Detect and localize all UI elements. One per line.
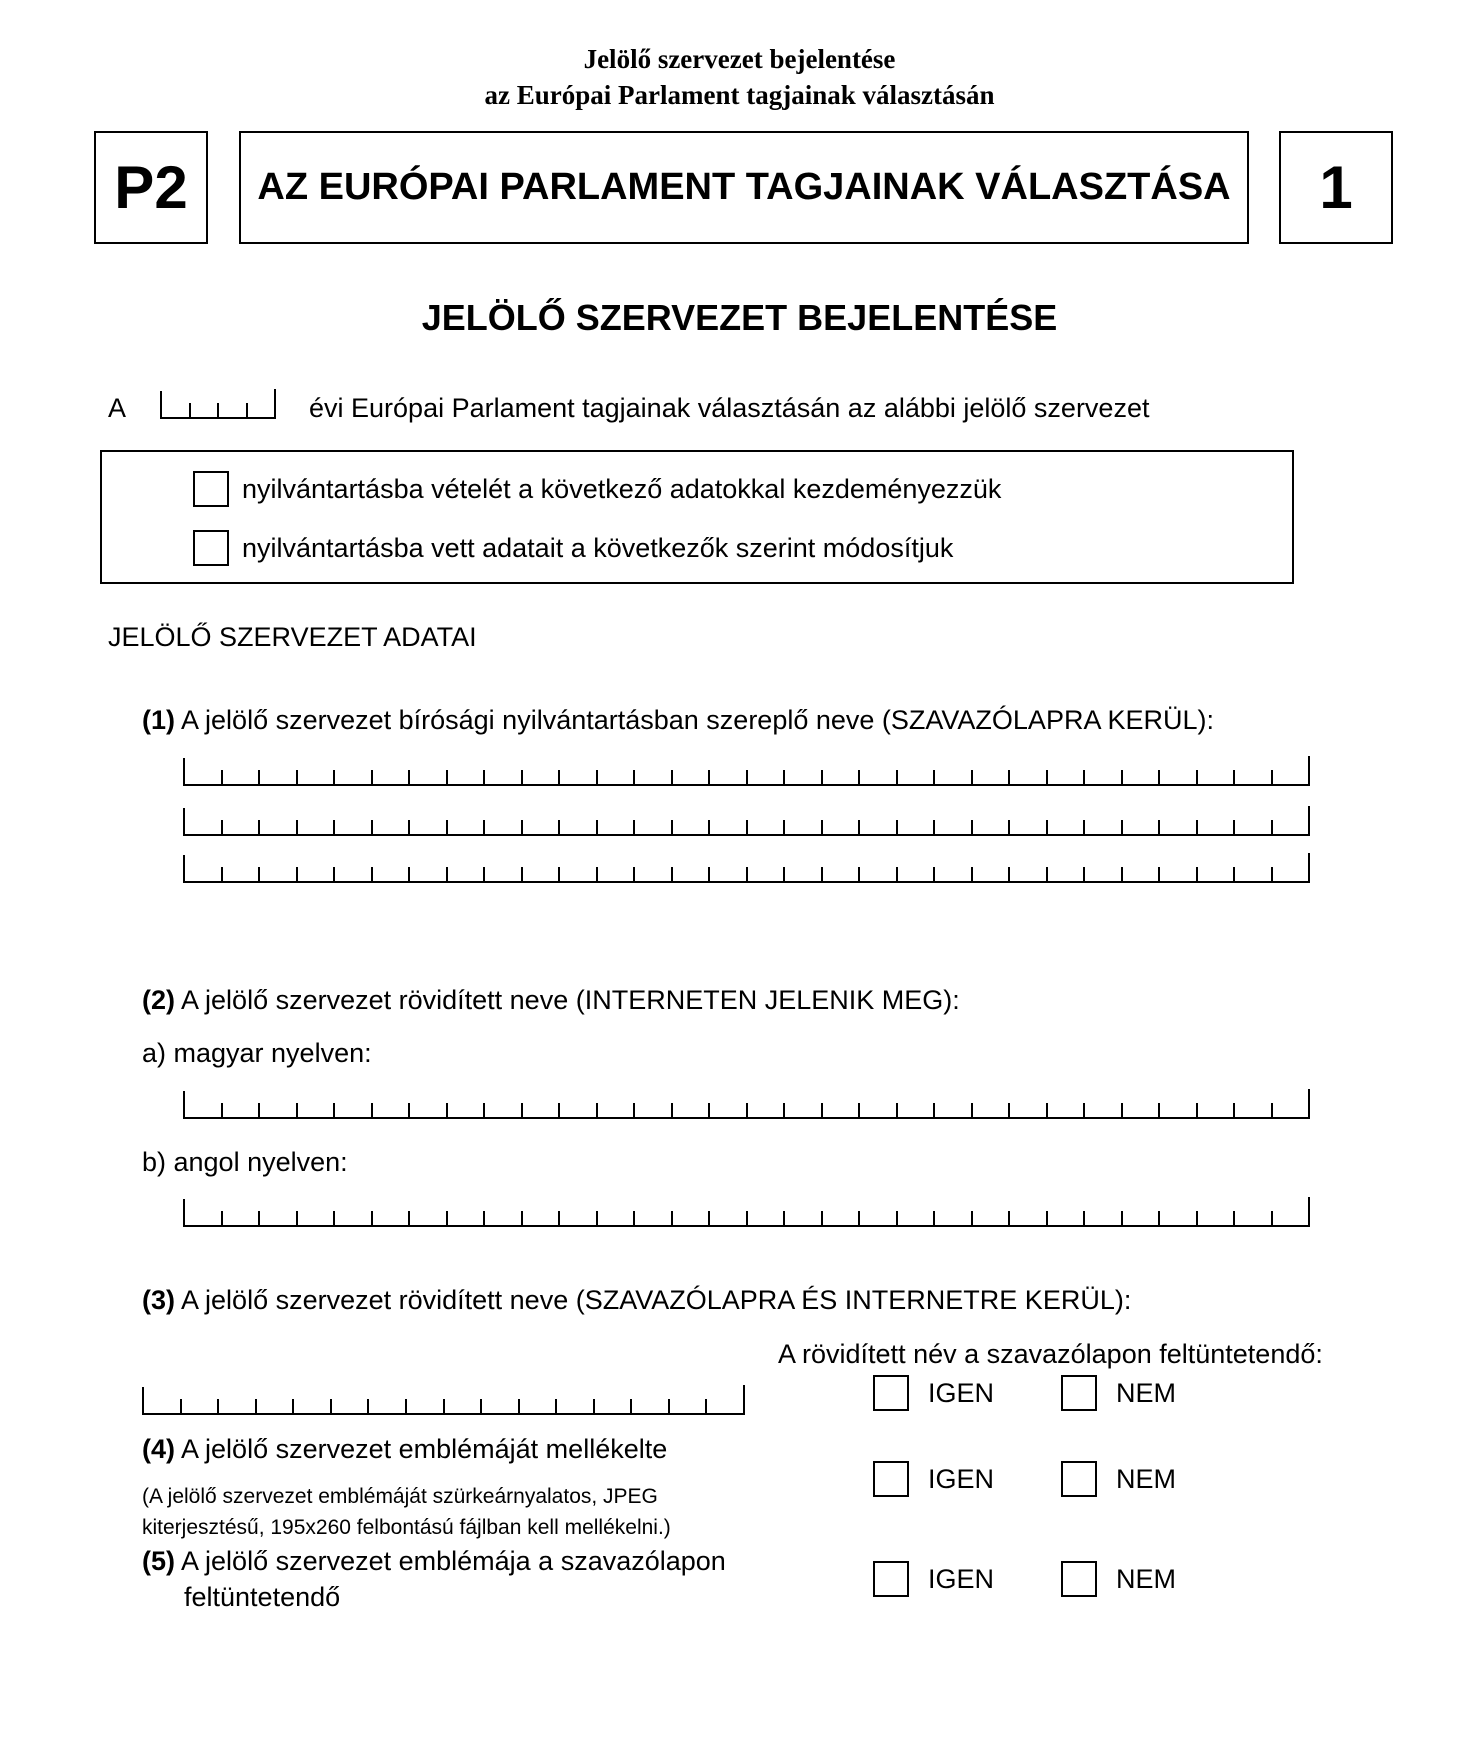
q3-text: A jelölő szervezet rövidített neve (SZAVAZÓLAPRA ÉS INTERNETRE KERÜL):: [181, 1285, 1132, 1315]
char-cell: [335, 867, 373, 881]
char-cell: [748, 1103, 786, 1117]
q1-label: [142, 705, 1214, 736]
char-cell: [748, 770, 786, 784]
option-modify-checkbox[interactable]: [193, 530, 229, 566]
char-cell: [748, 867, 786, 881]
q2b-label: b) angol nyelven:: [142, 1147, 348, 1177]
char-cell: [823, 770, 861, 784]
char-cell: [673, 820, 711, 834]
char-cell: [1235, 1103, 1273, 1117]
char-cell: [185, 1211, 223, 1225]
q3-no-checkbox[interactable]: [1061, 1375, 1097, 1411]
q4-no-checkbox[interactable]: [1061, 1461, 1097, 1497]
char-cell: [823, 867, 861, 881]
char-cell: [560, 867, 598, 881]
char-cell: [223, 1211, 261, 1225]
char-cell: [935, 867, 973, 881]
char-cell: [860, 820, 898, 834]
char-cell: [557, 1399, 595, 1413]
char-cell: [785, 1103, 823, 1117]
char-cell: [1235, 867, 1273, 881]
char-cell: [1273, 806, 1311, 834]
char-cell: [1123, 1211, 1161, 1225]
char-cell: [1235, 770, 1273, 784]
char-cell: [1010, 820, 1048, 834]
q5-yes-checkbox[interactable]: [873, 1561, 909, 1597]
q5-yes-label: IGEN: [928, 1564, 995, 1594]
char-cell: [860, 770, 898, 784]
char-cell: [560, 1211, 598, 1225]
q4-label: [142, 1434, 667, 1465]
char-cell: [785, 770, 823, 784]
char-cell: [898, 770, 936, 784]
char-cell: [935, 770, 973, 784]
char-cell: [598, 1103, 636, 1117]
char-cell: [1010, 867, 1048, 881]
char-cell: [560, 770, 598, 784]
char-cell: [373, 1211, 411, 1225]
char-cell: [1085, 1103, 1123, 1117]
q4-yes-checkbox[interactable]: [873, 1461, 909, 1497]
char-cell: [1198, 1211, 1236, 1225]
char-cell: [710, 867, 748, 881]
char-cell: [1198, 770, 1236, 784]
char-cell: [1123, 1103, 1161, 1117]
char-cell: [973, 1211, 1011, 1225]
char-cell: [523, 1103, 561, 1117]
char-cell: [1198, 867, 1236, 881]
char-cell: [332, 1399, 370, 1413]
char-cell: [482, 1399, 520, 1413]
char-cell: [710, 820, 748, 834]
char-cell: [407, 1399, 445, 1413]
char-cell: [1160, 770, 1198, 784]
char-cell: [1048, 1211, 1086, 1225]
char-cell: [1085, 867, 1123, 881]
char-cell: [335, 1103, 373, 1117]
char-cell: [1085, 770, 1123, 784]
char-cell: [369, 1399, 407, 1413]
char-cell: [823, 1211, 861, 1225]
char-cell: [410, 1103, 448, 1117]
char-cell: [185, 1103, 223, 1117]
char-cell: [710, 770, 748, 784]
q4-note-line-2: kiterjesztésű, 195x260 felbontású fájlban kell mellékelni.): [142, 1516, 671, 1539]
year-input[interactable]: [160, 391, 276, 419]
char-cell: [635, 770, 673, 784]
char-cell: [935, 1103, 973, 1117]
intro-prefix: A: [108, 393, 127, 423]
char-cell: [898, 1103, 936, 1117]
char-cell: [144, 1399, 182, 1413]
char-cell: [1010, 1211, 1048, 1225]
char-cell: [523, 867, 561, 881]
char-cell: [523, 770, 561, 784]
char-cell: [1273, 1089, 1311, 1117]
q3-short-name-input[interactable]: [142, 1387, 745, 1415]
char-cell: [785, 867, 823, 881]
q1-name-input-row-3[interactable]: [183, 855, 1310, 883]
char-cell: [185, 867, 223, 881]
char-cell: [223, 820, 261, 834]
char-cell: [823, 1103, 861, 1117]
char-cell: [860, 1211, 898, 1225]
char-cell: [673, 770, 711, 784]
q4-text: A jelölő szervezet emblémáját mellékelte: [181, 1434, 668, 1464]
header-line-2: az Európai Parlament tagjainak választásán: [484, 80, 995, 110]
char-cell: [1160, 1103, 1198, 1117]
char-cell: [219, 1399, 257, 1413]
char-cell: [898, 820, 936, 834]
char-cell: [260, 1211, 298, 1225]
char-cell: [260, 867, 298, 881]
q4-no-label: NEM: [1116, 1464, 1176, 1494]
char-cell: [1273, 1197, 1311, 1225]
char-cell: [1085, 1211, 1123, 1225]
q2a-label: a) magyar nyelven:: [142, 1038, 372, 1068]
char-cell: [1123, 867, 1161, 881]
q3-number: (3): [142, 1285, 175, 1315]
section-title: JELÖLŐ SZERVEZET ADATAI: [108, 622, 477, 652]
char-cell: [373, 820, 411, 834]
char-cell: [1273, 853, 1311, 881]
char-cell: [260, 820, 298, 834]
q5-label: [142, 1546, 726, 1577]
char-cell: [598, 1211, 636, 1225]
char-cell: [898, 1211, 936, 1225]
char-cell: [373, 867, 411, 881]
char-cell: [294, 1399, 332, 1413]
q3-label: [142, 1285, 1131, 1316]
char-cell: [185, 820, 223, 834]
char-cell: [523, 820, 561, 834]
q1-name-input-row-2[interactable]: [183, 808, 1310, 836]
char-cell: [860, 1103, 898, 1117]
char-cell: [182, 1399, 220, 1413]
char-cell: [1235, 820, 1273, 834]
char-cell: [785, 820, 823, 834]
char-cell: [823, 820, 861, 834]
option-register-checkbox[interactable]: [193, 471, 229, 507]
char-cell: [1010, 770, 1048, 784]
char-cell: [635, 820, 673, 834]
char-cell: [448, 1103, 486, 1117]
char-cell: [448, 1211, 486, 1225]
q3-yes-checkbox[interactable]: [873, 1375, 909, 1411]
q5-text-line-1: A jelölő szervezet emblémája a szavazólapon: [181, 1546, 726, 1576]
q3-yes-label: IGEN: [928, 1378, 995, 1408]
char-cell: [1160, 1211, 1198, 1225]
char-cell: [373, 1103, 411, 1117]
option-modify-label: nyilvántartásba vett adatait a következők szerint módosítjuk: [242, 533, 954, 563]
char-cell: [1273, 756, 1311, 784]
char-cell: [1048, 1103, 1086, 1117]
intro-suffix: évi Európai Parlament tagjainak választásán az alábbi jelölő szervezet: [309, 393, 1150, 423]
char-cell: [785, 1211, 823, 1225]
char-cell: [298, 770, 336, 784]
q5-no-checkbox[interactable]: [1061, 1561, 1097, 1597]
char-cell: [335, 1211, 373, 1225]
char-cell: [635, 1103, 673, 1117]
char-cell: [710, 1103, 748, 1117]
char-cell: [598, 770, 636, 784]
char-cell: [335, 770, 373, 784]
char-cell: [560, 820, 598, 834]
q3-display-question: A rövidített név a szavazólapon feltüntetendő:: [778, 1339, 1323, 1369]
page-number-box: 1: [1279, 131, 1393, 244]
char-cell: [298, 1103, 336, 1117]
q2a-hungarian-input[interactable]: [183, 1091, 1310, 1119]
char-cell: [673, 1103, 711, 1117]
char-cell: [485, 820, 523, 834]
char-cell: [298, 1211, 336, 1225]
q4-number: (4): [142, 1434, 175, 1464]
char-cell: [485, 770, 523, 784]
char-cell: [1048, 770, 1086, 784]
char-cell: [860, 867, 898, 881]
election-banner: AZ EURÓPAI PARLAMENT TAGJAINAK VÁLASZTÁSA: [239, 131, 1249, 244]
char-cell: [410, 770, 448, 784]
char-cell: [257, 1399, 295, 1413]
char-cell: [185, 770, 223, 784]
char-cell: [898, 867, 936, 881]
char-cell: [710, 1211, 748, 1225]
char-cell: [191, 403, 220, 417]
char-cell: [248, 389, 277, 417]
q2b-english-input[interactable]: [183, 1199, 1310, 1227]
char-cell: [485, 1211, 523, 1225]
char-cell: [1160, 820, 1198, 834]
char-cell: [598, 820, 636, 834]
option-register-label: nyilvántartásba vételét a következő adatokkal kezdeményezzük: [242, 474, 1002, 504]
char-cell: [598, 867, 636, 881]
char-cell: [973, 867, 1011, 881]
char-cell: [448, 820, 486, 834]
char-cell: [448, 867, 486, 881]
header-line-1: Jelölő szervezet bejelentése: [583, 44, 896, 74]
q5-number: (5): [142, 1546, 175, 1576]
char-cell: [1048, 820, 1086, 834]
q4-note-line-1: (A jelölő szervezet emblémáját szürkeárnyalatos, JPEG: [142, 1485, 658, 1508]
char-cell: [162, 403, 191, 417]
char-cell: [748, 1211, 786, 1225]
char-cell: [523, 1211, 561, 1225]
char-cell: [935, 820, 973, 834]
char-cell: [223, 770, 261, 784]
char-cell: [707, 1385, 745, 1413]
form-code-box: P2: [94, 131, 208, 244]
q5-text-line-2: feltüntetendő: [184, 1582, 341, 1612]
char-cell: [448, 770, 486, 784]
char-cell: [335, 820, 373, 834]
char-cell: [1085, 820, 1123, 834]
q5-no-label: NEM: [1116, 1564, 1176, 1594]
char-cell: [485, 1103, 523, 1117]
char-cell: [373, 770, 411, 784]
char-cell: [410, 1211, 448, 1225]
q1-number: (1): [142, 705, 175, 735]
q2-label: [142, 985, 960, 1016]
char-cell: [632, 1399, 670, 1413]
char-cell: [520, 1399, 558, 1413]
char-cell: [635, 867, 673, 881]
q2-number: (2): [142, 985, 175, 1015]
char-cell: [973, 770, 1011, 784]
char-cell: [410, 867, 448, 881]
q4-yes-label: IGEN: [928, 1464, 995, 1494]
char-cell: [219, 403, 248, 417]
char-cell: [223, 867, 261, 881]
char-cell: [1235, 1211, 1273, 1225]
char-cell: [410, 820, 448, 834]
q3-no-label: NEM: [1116, 1378, 1176, 1408]
char-cell: [973, 1103, 1011, 1117]
char-cell: [223, 1103, 261, 1117]
char-cell: [748, 820, 786, 834]
char-cell: [673, 867, 711, 881]
char-cell: [973, 820, 1011, 834]
char-cell: [1198, 1103, 1236, 1117]
char-cell: [1010, 1103, 1048, 1117]
char-cell: [1123, 770, 1161, 784]
char-cell: [1123, 820, 1161, 834]
q1-name-input-row-1[interactable]: [183, 758, 1310, 786]
form-title: JELÖLŐ SZERVEZET BEJELENTÉSE: [421, 297, 1058, 338]
char-cell: [935, 1211, 973, 1225]
char-cell: [1198, 820, 1236, 834]
char-cell: [673, 1211, 711, 1225]
char-cell: [1048, 867, 1086, 881]
char-cell: [635, 1211, 673, 1225]
char-cell: [670, 1399, 708, 1413]
char-cell: [260, 770, 298, 784]
char-cell: [485, 867, 523, 881]
char-cell: [298, 820, 336, 834]
char-cell: [1160, 867, 1198, 881]
char-cell: [595, 1399, 633, 1413]
q1-text: A jelölő szervezet bírósági nyilvántartásban szereplő neve (SZAVAZÓLAPRA KERÜL):: [181, 705, 1214, 735]
char-cell: [260, 1103, 298, 1117]
char-cell: [445, 1399, 483, 1413]
char-cell: [560, 1103, 598, 1117]
char-cell: [298, 867, 336, 881]
q2-text: A jelölő szervezet rövidített neve (INTERNETEN JELENIK MEG):: [181, 985, 960, 1015]
